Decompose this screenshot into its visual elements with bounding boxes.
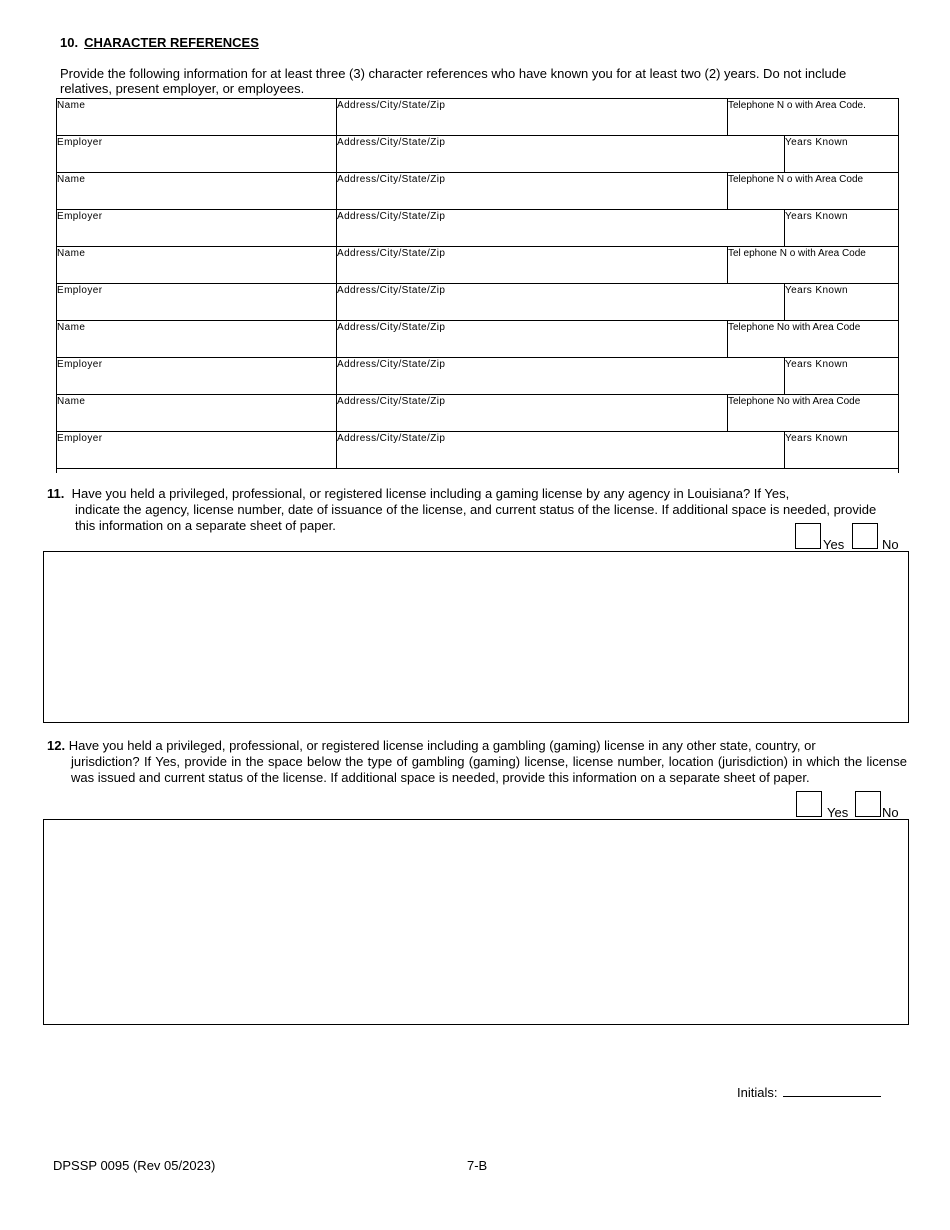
reference-employer-address-field[interactable] xyxy=(337,284,785,320)
field-label: Years Known xyxy=(785,359,848,370)
reference-1-employer-row xyxy=(57,136,898,173)
reference-phone-field[interactable] xyxy=(728,99,898,135)
q12-answer-box[interactable] xyxy=(43,819,909,1025)
reference-years-known-field[interactable] xyxy=(785,432,898,468)
field-label: Telephone No with Area Code xyxy=(728,396,861,407)
field-label: Tel ephone N o with Area Code xyxy=(728,248,866,259)
field-label: Address/City/State/Zip xyxy=(337,433,446,444)
field-label: Employer xyxy=(57,137,103,148)
field-label: Years Known xyxy=(785,211,848,222)
character-references-table xyxy=(56,98,899,473)
question-11 xyxy=(47,486,897,534)
q11-yes-label: Yes xyxy=(823,537,845,552)
field-label: Name xyxy=(57,174,86,185)
field-label: Name xyxy=(57,248,86,259)
reference-employer-address-field[interactable] xyxy=(337,432,785,468)
field-label: Telephone N o with Area Code. xyxy=(728,100,866,111)
field-label: Address/City/State/Zip xyxy=(337,174,446,185)
field-label: Telephone No with Area Code xyxy=(728,322,861,333)
question-text-rest: indicate the agency, license number, date of issuance of the license, and current status of the license. If additional space is needed, provide this information on a separate sheet of paper. xyxy=(75,502,877,533)
section-title: CHARACTER REFERENCES xyxy=(84,35,259,50)
reference-years-known-field[interactable] xyxy=(785,210,898,246)
reference-phone-field[interactable] xyxy=(728,321,898,357)
q12-yes-checkbox[interactable] xyxy=(796,791,822,817)
field-label: Address/City/State/Zip xyxy=(337,396,446,407)
reference-address-field[interactable] xyxy=(337,321,728,357)
reference-2-name-row xyxy=(57,173,898,210)
question-text-line1: Have you held a privileged, professional, or registered license including a gambling (gaming) license in any other state, country, or xyxy=(68,738,816,753)
section-10-instructions: Provide the following information for at least three (3) character references who have known you for at least two (2) years. Do not include relatives, present employer, or employees. xyxy=(60,66,847,96)
question-text-line1: Have you held a privileged, professional, or registered license including a gaming license by any agency in Louisiana? If Yes, xyxy=(71,486,790,501)
field-label: Name xyxy=(57,100,86,111)
field-label: Employer xyxy=(57,433,103,444)
field-label: Address/City/State/Zip xyxy=(337,137,446,148)
reference-employer-field[interactable] xyxy=(57,284,337,320)
reference-5-employer-row xyxy=(57,432,898,469)
reference-2-employer-row xyxy=(57,210,898,247)
reference-employer-address-field[interactable] xyxy=(337,358,785,394)
field-label: Address/City/State/Zip xyxy=(337,322,446,333)
initials-line[interactable] xyxy=(783,1084,881,1097)
reference-4-employer-row xyxy=(57,358,898,395)
reference-name-field[interactable] xyxy=(57,99,337,135)
field-label: Telephone N o with Area Code xyxy=(728,174,864,185)
reference-employer-address-field[interactable] xyxy=(337,210,785,246)
q11-answer-box[interactable] xyxy=(43,551,909,723)
field-label: Employer xyxy=(57,359,103,370)
reference-employer-field[interactable] xyxy=(57,136,337,172)
page-number: 7-B xyxy=(467,1158,488,1173)
question-text-rest: jurisdiction? If Yes, provide in the space below the type of gambling (gaming) license, license number, location (jurisdiction) in which the license was issued and current status of the license. If additional space is needed, provide this information on a separate sheet of paper. xyxy=(71,754,907,785)
q12-no-checkbox[interactable] xyxy=(855,791,881,817)
reference-employer-field[interactable] xyxy=(57,432,337,468)
reference-address-field[interactable] xyxy=(337,99,728,135)
initials-label: Initials: xyxy=(737,1085,778,1100)
field-label: Employer xyxy=(57,285,103,296)
q11-yes-checkbox[interactable] xyxy=(795,523,821,549)
reference-4-name-row xyxy=(57,321,898,358)
reference-5-name-row xyxy=(57,395,898,432)
section-10-heading xyxy=(60,35,259,50)
q12-no-label: No xyxy=(882,805,899,820)
reference-years-known-field[interactable] xyxy=(785,136,898,172)
reference-name-field[interactable] xyxy=(57,395,337,431)
field-label: Years Known xyxy=(785,137,848,148)
question-number: 11. xyxy=(47,486,65,501)
field-label: Years Known xyxy=(785,433,848,444)
field-label: Address/City/State/Zip xyxy=(337,359,446,370)
reference-name-field[interactable] xyxy=(57,247,337,283)
field-label: Address/City/State/Zip xyxy=(337,211,446,222)
q12-yes-label: Yes xyxy=(827,805,849,820)
reference-years-known-field[interactable] xyxy=(785,358,898,394)
reference-address-field[interactable] xyxy=(337,395,728,431)
reference-address-field[interactable] xyxy=(337,247,728,283)
reference-phone-field[interactable] xyxy=(728,173,898,209)
reference-employer-field[interactable] xyxy=(57,358,337,394)
section-number: 10. xyxy=(60,35,79,50)
reference-1-name-row xyxy=(57,99,898,136)
reference-phone-field[interactable] xyxy=(728,247,898,283)
reference-years-known-field[interactable] xyxy=(785,284,898,320)
reference-phone-field[interactable] xyxy=(728,395,898,431)
field-label: Years Known xyxy=(785,285,848,296)
q11-no-label: No xyxy=(882,537,899,552)
reference-employer-address-field[interactable] xyxy=(337,136,785,172)
field-label: Name xyxy=(57,396,86,407)
reference-3-employer-row xyxy=(57,284,898,321)
initials-field xyxy=(737,1084,881,1100)
reference-employer-field[interactable] xyxy=(57,210,337,246)
reference-3-name-row xyxy=(57,247,898,284)
form-id: DPSSP 0095 (Rev 05/2023) xyxy=(53,1158,216,1173)
field-label: Employer xyxy=(57,211,103,222)
field-label: Name xyxy=(57,322,86,333)
question-number: 12. xyxy=(47,738,66,753)
reference-address-field[interactable] xyxy=(337,173,728,209)
reference-name-field[interactable] xyxy=(57,321,337,357)
field-label: Address/City/State/Zip xyxy=(337,248,446,259)
question-12 xyxy=(47,738,907,786)
reference-name-field[interactable] xyxy=(57,173,337,209)
field-label: Address/City/State/Zip xyxy=(337,285,446,296)
field-label: Address/City/State/Zip xyxy=(337,100,446,111)
q11-no-checkbox[interactable] xyxy=(852,523,878,549)
